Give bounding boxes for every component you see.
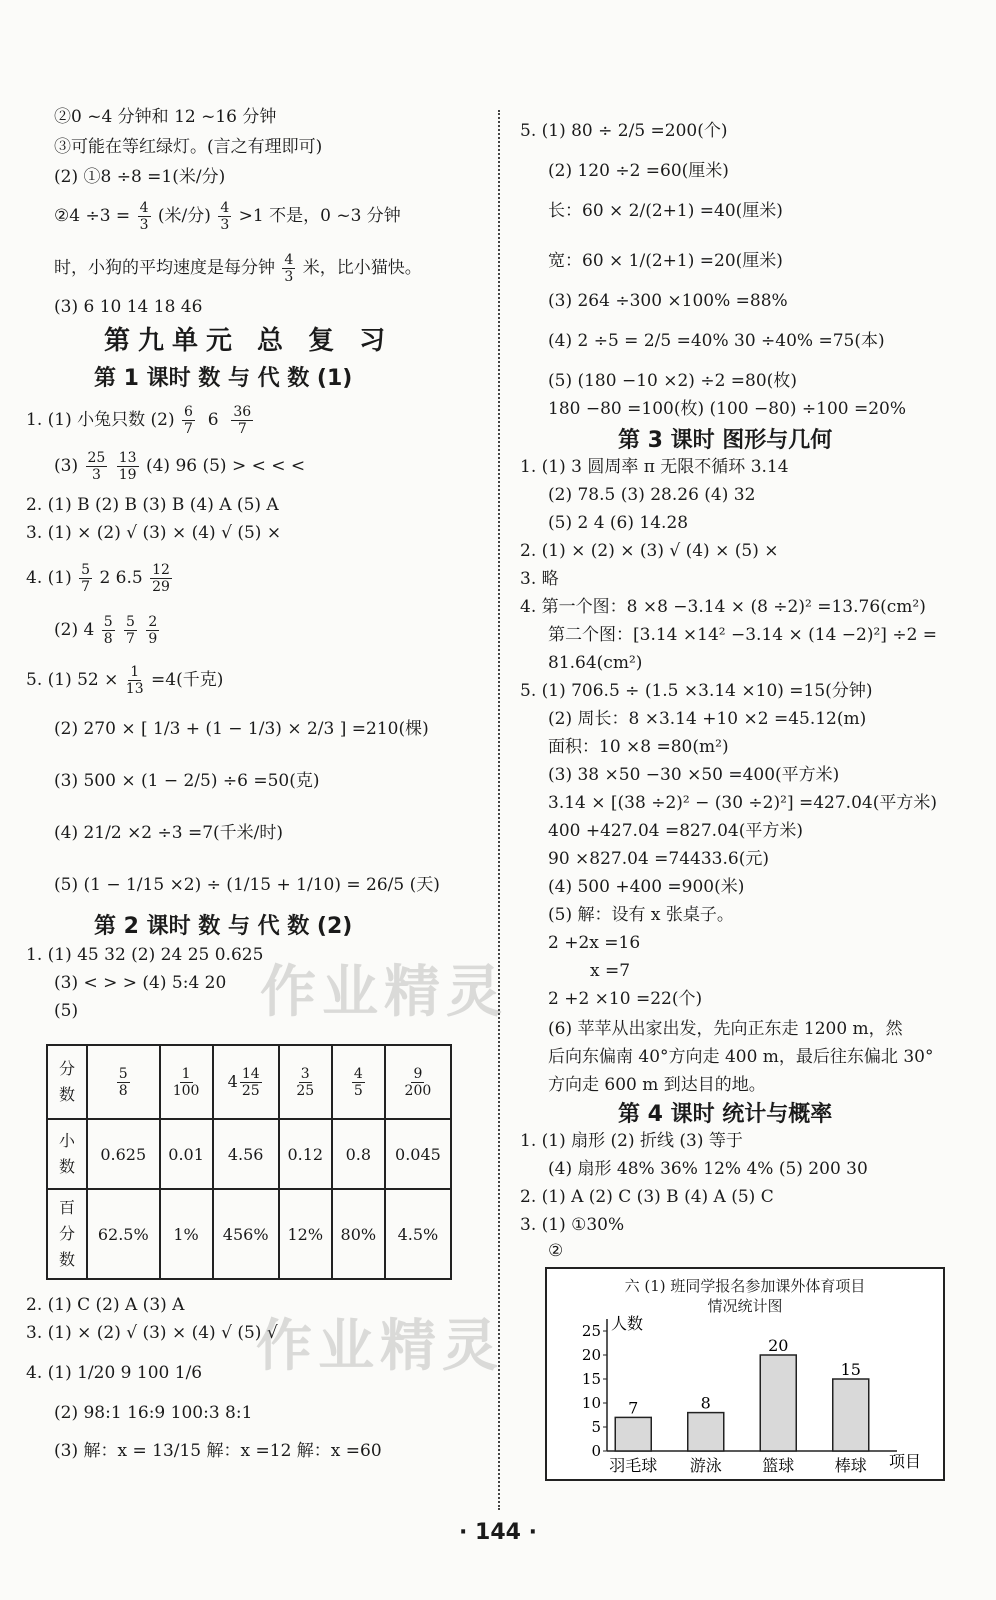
text-line: 1. (1) 45 32 (2) 24 25 0.625: [26, 945, 264, 965]
table-cell: $\frac{1}{100}$: [160, 1045, 213, 1119]
y-tick-label: 15: [581, 1370, 601, 1388]
text-line: (4) 扇形 48% 36% 12% 4% (5) 200 30: [548, 1159, 868, 1179]
text-line: 4. 第一个图：8 ×8 −3.14 × (8 ÷2)² =13.76(cm²): [520, 597, 926, 617]
table-cell: $\frac{9}{200}$: [385, 1045, 451, 1119]
text-seg: 5. (1) 52 ×: [26, 670, 119, 690]
x-tick-label: 篮球: [762, 1456, 795, 1475]
fraction: $\frac{1}{13}$: [125, 664, 144, 697]
x-tick-label: 羽毛球: [609, 1456, 658, 1475]
fraction: $\frac{5}{8}$: [103, 614, 113, 647]
text-line: (2) 120 ÷2 =60(厘米): [548, 161, 729, 181]
text-line: (2) 98:1 16:9 100:3 8:1: [54, 1403, 253, 1423]
table-row-header: 小 数: [47, 1119, 87, 1189]
text-line: 1. (1) 扇形 (2) 折线 (3) 等于: [520, 1131, 743, 1151]
lesson-title: 第 3 课时 图形与几何: [618, 428, 833, 453]
text-seg: (米/分): [157, 206, 211, 226]
column-divider: [498, 110, 500, 1510]
chart-subtitle: 情况统计图: [707, 1297, 783, 1315]
text-seg: (2) 4: [54, 620, 95, 640]
text-line: (4) 500 +400 =900(米): [548, 877, 745, 897]
text-line: 长：60 × 2/(2+1) =40(厘米): [548, 201, 783, 221]
lesson-title: 第 4 课时 统计与概率: [618, 1102, 833, 1127]
text-line: 2. (1) C (2) A (3) A: [26, 1295, 185, 1315]
text-line: (6) 苹苹从出家出发，先向正东走 1200 m，然: [548, 1019, 903, 1039]
text-seg: 时，小狗的平均速度是每分钟: [54, 258, 275, 278]
table-row: [47, 1119, 451, 1189]
text-line: ②: [548, 1241, 564, 1261]
y-tick-label: 0: [591, 1442, 601, 1460]
y-tick-label: 20: [581, 1346, 601, 1364]
x-tick-label: 棒球: [834, 1456, 867, 1475]
text-line: [26, 664, 223, 697]
page-number: · 144 ·: [459, 1520, 537, 1545]
table-cell: 62.5%: [87, 1189, 160, 1279]
fraction: $\frac{4}{3}$: [220, 200, 230, 233]
text-line: (2) 周长：8 ×3.14 +10 ×2 =45.12(m): [548, 709, 867, 729]
y-tick-label: 10: [581, 1394, 601, 1412]
bar-chart: [545, 1267, 945, 1481]
text-seg: 1. (1) 小兔只数 (2): [26, 410, 175, 430]
table-cell: 0.01: [160, 1119, 213, 1189]
text-seg: (3): [54, 456, 79, 476]
bar-value-label: 8: [700, 1393, 711, 1413]
text-line: (3) < > > (4) 5:4 20: [54, 973, 227, 993]
text-line: [26, 562, 174, 595]
text-line: 第二个图：[3.14 ×14² −3.14 × (14 −2)²] ÷2 =: [548, 625, 938, 645]
bar-value-label: 20: [768, 1336, 789, 1355]
table-cell: 0.625: [87, 1119, 160, 1189]
text-line: (2) 270 × [ 1/3 + (1 − 1/3) × 2/3 ] =210(棵): [54, 719, 429, 739]
fraction: $\frac{13}{19}$: [118, 450, 137, 483]
y-tick-label: 5: [591, 1418, 601, 1436]
text-seg: 米，比小猫快。: [302, 258, 422, 278]
fraction: $\frac{4}{3}$: [284, 252, 294, 285]
text-line: ②0 ~4 分钟和 12 ~16 分钟: [54, 107, 277, 127]
text-line: (2) 78.5 (3) 28.26 (4) 32: [548, 485, 756, 505]
text-line: (5) 2 4 (6) 14.28: [548, 513, 689, 533]
table-row-header: 分 数: [47, 1045, 87, 1119]
text-line: 2 +2 ×10 =22(个): [548, 989, 703, 1009]
fraction: $\frac{4}{3}$: [139, 200, 149, 233]
text-line: 2. (1) B (2) B (3) B (4) A (5) A: [26, 495, 279, 515]
fraction: $\frac{25}{3}$: [87, 450, 106, 483]
text-line: 5. (1) 706.5 ÷ (1.5 ×3.14 ×10) =15(分钟): [520, 681, 873, 701]
bar-value-label: 15: [840, 1360, 861, 1379]
text-line: [54, 200, 401, 233]
table-row: [47, 1189, 451, 1279]
watermark: 作业精灵: [260, 960, 508, 1025]
text-line: 3. (1) ①30%: [520, 1215, 625, 1235]
table-cell: 0.8: [332, 1119, 385, 1189]
text-line: (2) ①8 ÷8 =1(米/分): [54, 167, 226, 187]
table-cell: $\frac{3}{25}$: [279, 1045, 332, 1119]
text-line: 2. (1) × (2) × (3) √ (4) × (5) ×: [520, 541, 779, 561]
text-seg: >1 不是，0 ~3 分钟: [238, 206, 401, 226]
text-line: 2 +2x =16: [548, 933, 641, 953]
text-line: 180 −80 =100(枚) (100 −80) ÷100 =20%: [548, 399, 907, 419]
unit-title: 第九单元 总 复 习: [104, 326, 394, 356]
bar: [760, 1355, 796, 1451]
text-seg: =4(千克): [151, 670, 224, 690]
text-line: (4) 21/2 ×2 ÷3 =7(千米/时): [54, 823, 284, 843]
text-seg: 6: [202, 410, 224, 430]
text-line: 81.64(cm²): [548, 653, 643, 673]
text-line: 宽：60 × 1/(2+1) =20(厘米): [548, 251, 783, 271]
table-cell: 12%: [279, 1189, 332, 1279]
text-seg: 4. (1): [26, 568, 72, 588]
bar-value-label: 7: [628, 1398, 639, 1418]
table-cell: 80%: [332, 1189, 385, 1279]
bar: [615, 1417, 651, 1451]
table-cell: $\frac{4}{5}$: [332, 1045, 385, 1119]
text-line: (4) 2 ÷5 = 2/5 =40% 30 ÷40% =75(本): [548, 331, 885, 351]
text-line: ③可能在等红绿灯。(言之有理即可): [54, 137, 323, 157]
chart-canvas: [547, 1269, 939, 1475]
bar: [688, 1413, 724, 1451]
table-cell: 0.12: [279, 1119, 332, 1189]
x-tick-label: 游泳: [689, 1456, 722, 1475]
fraction: $\frac{5}{7}$: [81, 562, 91, 595]
fraction: $\frac{36}{7}$: [233, 404, 252, 437]
text-seg: (4) 96 (5) > < < <: [145, 456, 306, 476]
table-cell: 4 $\frac{14}{25}$: [213, 1045, 279, 1119]
fraction: $\frac{5}{7}$: [126, 614, 135, 647]
text-line: 方向走 600 m 到达目的地。: [548, 1075, 766, 1095]
text-line: [26, 404, 255, 437]
table-row-header: 百 分 数: [47, 1189, 87, 1279]
text-line: (3) 6 10 14 18 46: [54, 297, 203, 317]
text-seg: 2 6.5: [99, 568, 143, 588]
text-line: 3.14 × [(38 ÷2)² − (30 ÷2)²] =427.04(平方米): [548, 793, 937, 813]
text-line: (3) 264 ÷300 ×100% =88%: [548, 291, 788, 311]
fraction: $\frac{2}{9}$: [148, 614, 158, 647]
text-line: 5. (1) 80 ÷ 2/5 =200(个): [520, 121, 728, 141]
text-line: (5): [54, 1001, 79, 1021]
text-line: (3) 500 × (1 − 2/5) ÷6 =50(克): [54, 771, 320, 791]
text-line: 3. (1) × (2) √ (3) × (4) √ (5) √: [26, 1323, 278, 1343]
text-line: 2. (1) A (2) C (3) B (4) A (5) C: [520, 1187, 774, 1207]
text-line: 4. (1) 1/20 9 100 1/6: [26, 1363, 203, 1383]
conversion-table: [46, 1044, 452, 1280]
table-cell: $\frac{5}{8}$: [87, 1045, 160, 1119]
y-tick-label: 25: [581, 1322, 601, 1340]
text-line: (3) 38 ×50 −30 ×50 =400(平方米): [548, 765, 840, 785]
table-row: [47, 1045, 451, 1119]
table-cell: 4.56: [213, 1119, 279, 1189]
text-line: (3) 解：x = 13/15 解：x =12 解：x =60: [54, 1441, 382, 1461]
text-line: x =7: [590, 961, 631, 981]
text-line: [54, 614, 161, 647]
text-line: [54, 450, 305, 483]
text-line: (5) (1 − 1/15 ×2) ÷ (1/15 + 1/10) = 26/5 (天): [54, 875, 440, 895]
table-cell: 0.045: [385, 1119, 451, 1189]
table-cell: 456%: [213, 1189, 279, 1279]
text-line: (5) (180 −10 ×2) ÷2 =80(枚): [548, 371, 797, 391]
fraction: $\frac{12}{29}$: [152, 562, 170, 595]
watermark: 作业精灵: [256, 1314, 504, 1379]
fraction: $\frac{6}{7}$: [184, 404, 193, 437]
text-line: 后向东偏南 40°方向走 400 m，最后往东偏北 30°: [548, 1047, 934, 1067]
text-line: 3. (1) × (2) √ (3) × (4) √ (5) ×: [26, 523, 282, 543]
text-line: 90 ×827.04 =74433.6(元): [548, 849, 769, 869]
lesson-title: 第 1 课时 数 与 代 数 (1): [94, 366, 353, 391]
text-line: (5) 解：设有 x 张桌子。: [548, 905, 734, 925]
y-axis-label: 人数: [611, 1314, 644, 1333]
bar: [833, 1379, 869, 1451]
chart-title: 六 (1) 班同学报名参加课外体育项目: [624, 1277, 866, 1295]
text-seg: ②4 ÷3 =: [54, 206, 131, 226]
table-cell: 1%: [160, 1189, 213, 1279]
x-axis-label: 项目: [889, 1452, 922, 1471]
text-line: 1. (1) 3 圆周率 π 无限不循环 3.14: [520, 457, 789, 477]
text-line: 3. 略: [520, 569, 559, 589]
text-line: 面积：10 ×8 =80(m²): [548, 737, 729, 757]
lesson-title: 第 2 课时 数 与 代 数 (2): [94, 914, 353, 939]
table-cell: 4.5%: [385, 1189, 451, 1279]
text-line: 400 +427.04 =827.04(平方米): [548, 821, 803, 841]
text-line: [54, 252, 422, 285]
